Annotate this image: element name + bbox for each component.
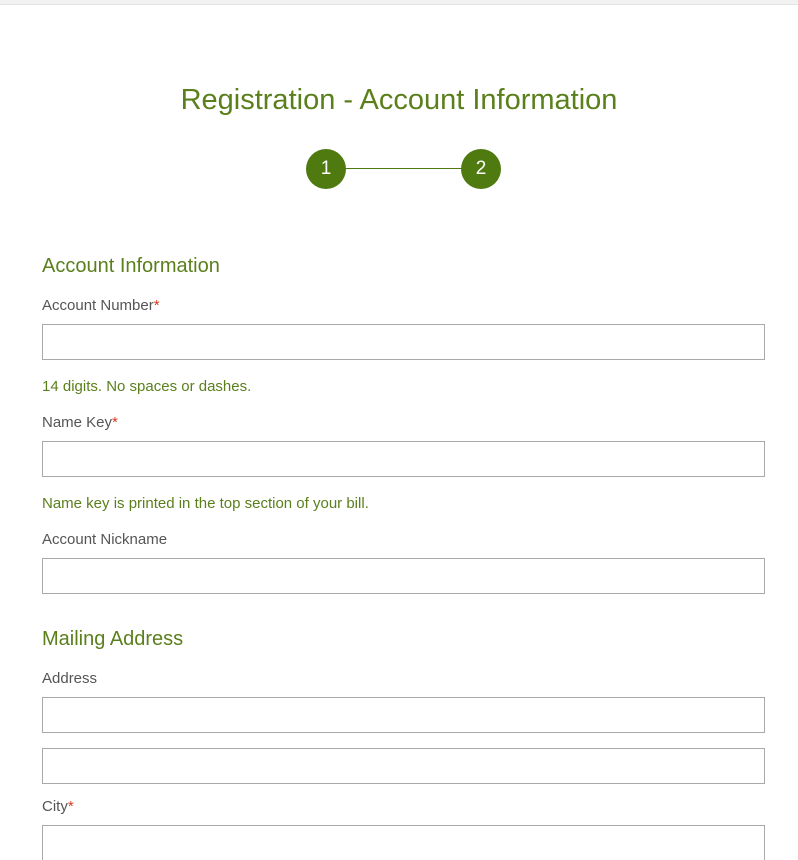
mailing-address-heading: Mailing Address xyxy=(42,628,184,650)
account-information-heading: Account Information xyxy=(42,255,220,277)
top-bar xyxy=(0,0,798,5)
name-key-help-text: Name key is printed in the top section of your bill. xyxy=(42,495,369,512)
account-number-label-text: Account Number xyxy=(42,297,154,314)
account-number-label xyxy=(42,297,160,315)
step-2-indicator: 2 xyxy=(461,149,501,189)
address-label: Address xyxy=(42,670,98,687)
city-label xyxy=(42,798,74,816)
address-line1-input[interactable] xyxy=(42,697,765,733)
name-key-required-mark: * xyxy=(112,414,118,431)
name-key-label-text: Name Key xyxy=(42,414,113,431)
city-required-mark: * xyxy=(67,798,74,815)
account-nickname-label: Account Nickname xyxy=(42,531,168,548)
address-line2-input[interactable] xyxy=(42,748,765,784)
account-number-required-mark: * xyxy=(153,297,160,314)
account-nickname-input[interactable] xyxy=(42,558,765,594)
name-key-input[interactable] xyxy=(42,441,765,477)
account-number-help-text: 14 digits. No spaces or dashes. xyxy=(42,378,252,395)
stepper-connector-line xyxy=(344,168,464,169)
step-1-indicator: 1 xyxy=(306,149,346,189)
registration-stepper xyxy=(306,149,501,189)
city-label-text: City xyxy=(42,798,68,815)
city-input[interactable] xyxy=(42,825,765,860)
name-key-label xyxy=(42,414,118,432)
page-title: Registration - Account Information xyxy=(180,84,618,116)
account-number-input[interactable] xyxy=(42,324,765,360)
